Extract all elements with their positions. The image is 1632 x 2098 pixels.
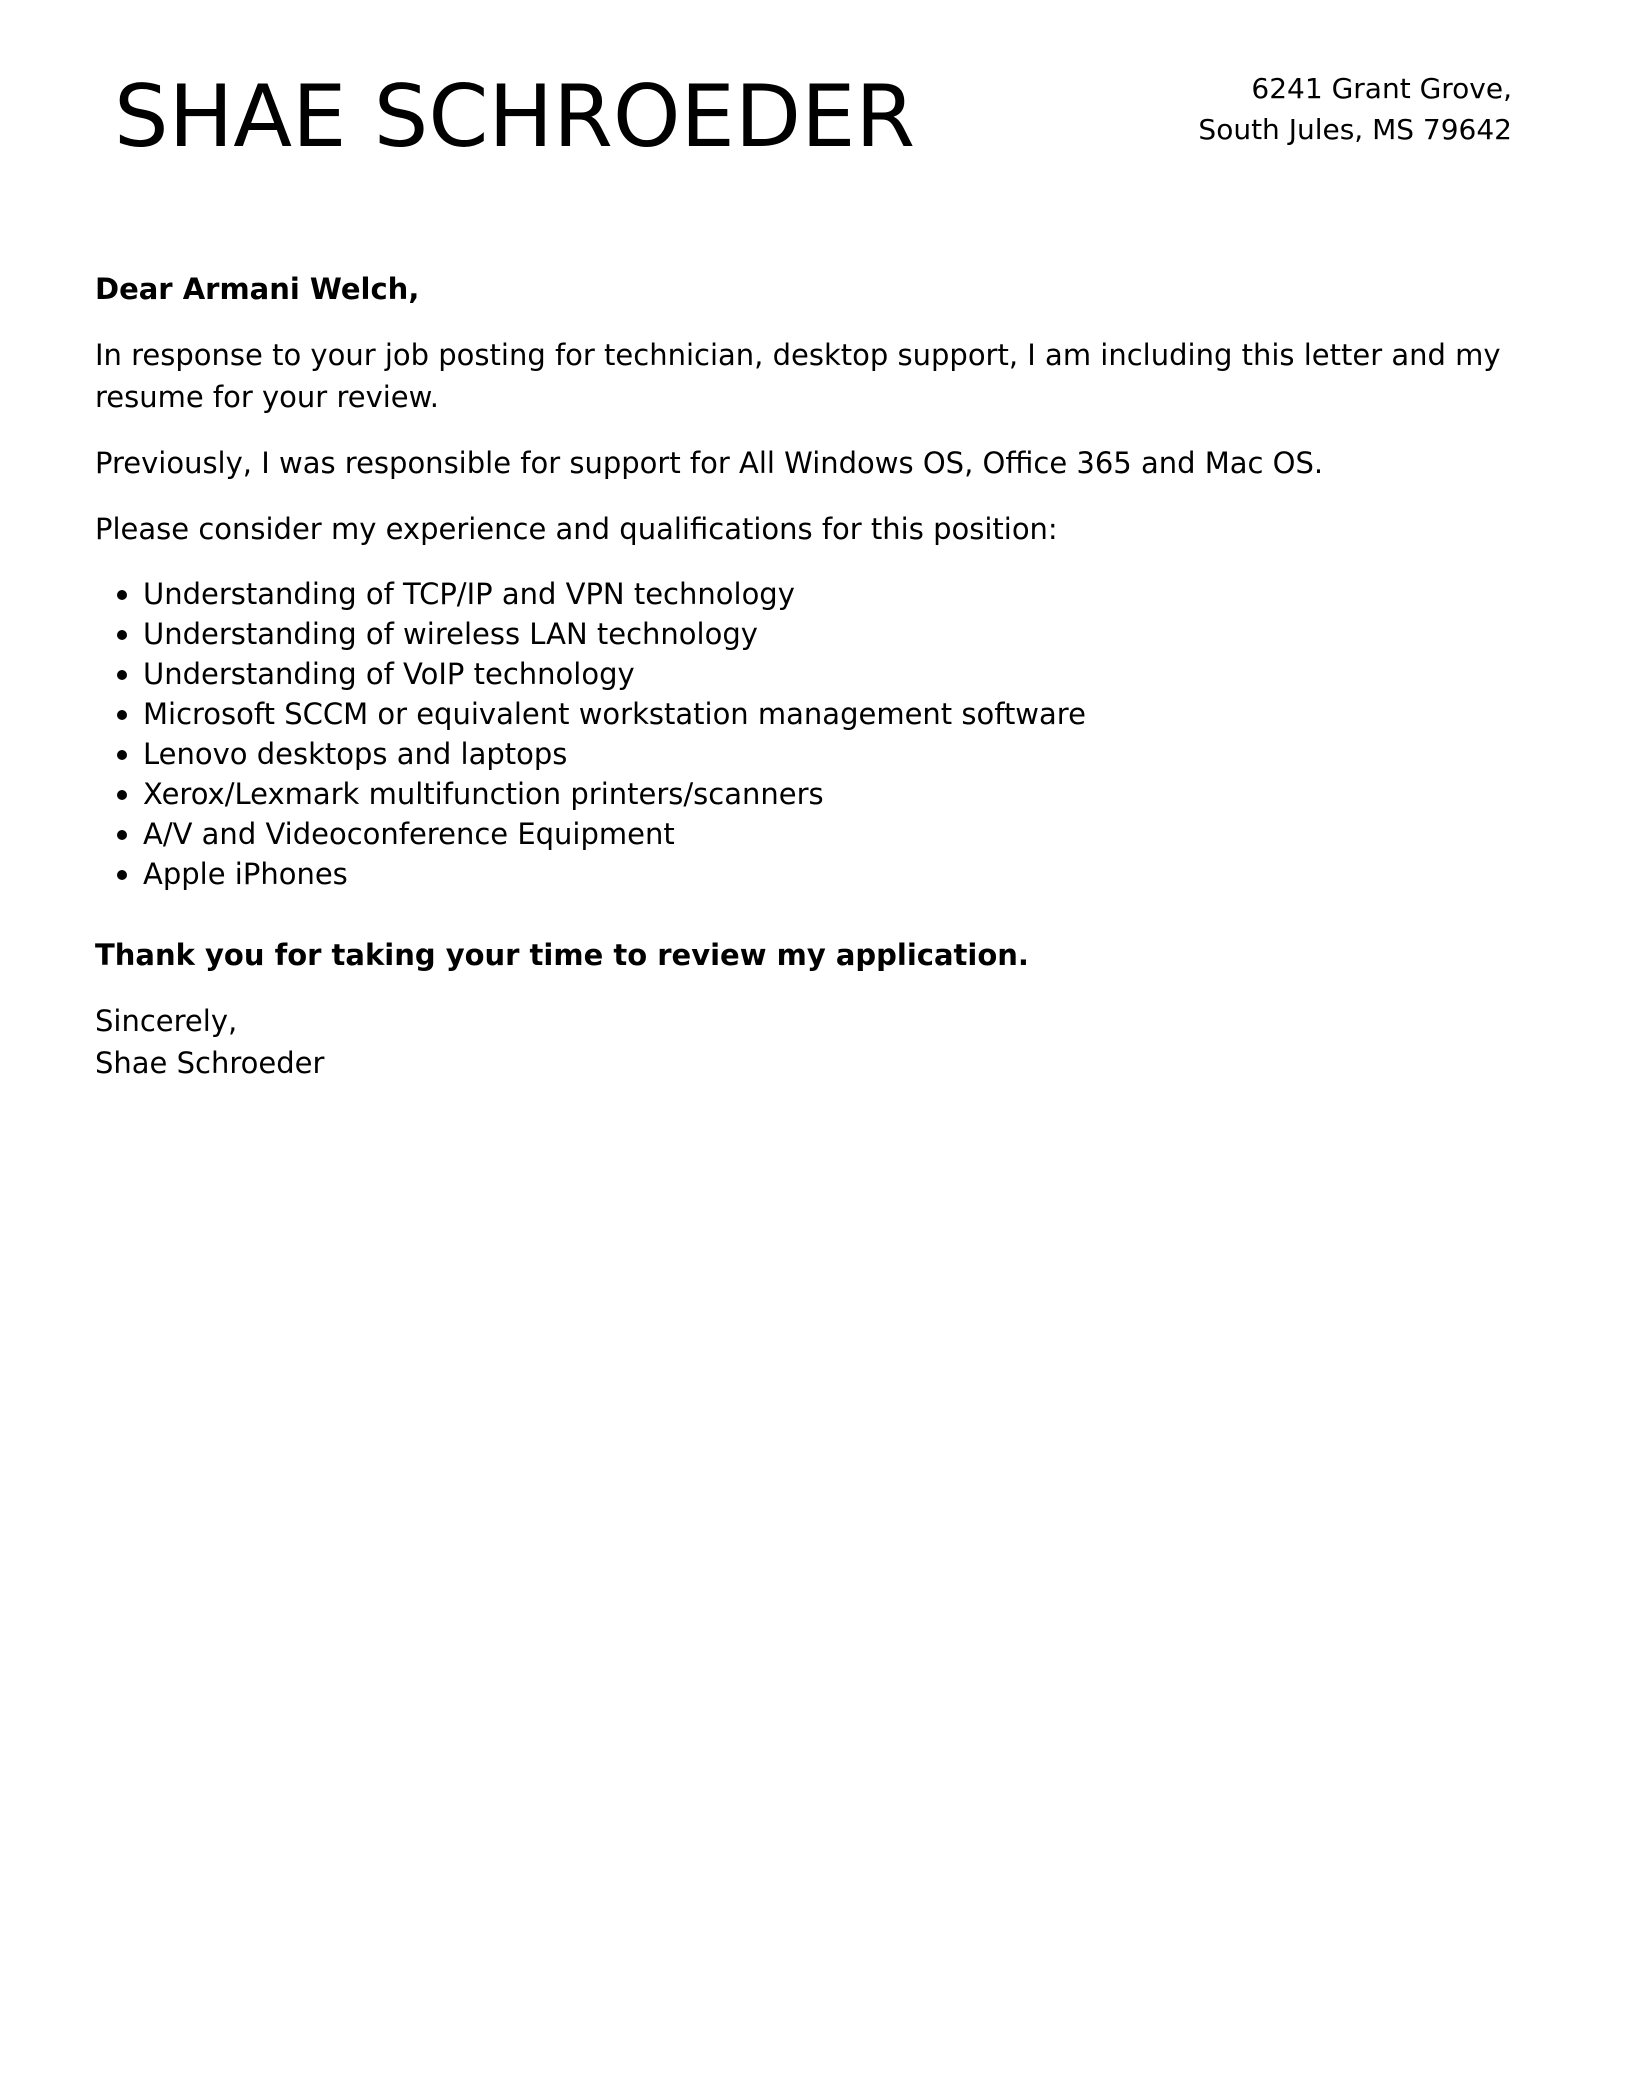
bullet-icon	[117, 790, 127, 800]
qualification-text: Lenovo desktops and laptops	[143, 737, 568, 771]
bullet-icon	[117, 590, 127, 600]
signature-name: Shae Schroeder	[95, 1046, 325, 1080]
qualification-text: A/V and Videoconference Equipment	[143, 817, 675, 851]
list-item	[95, 774, 1525, 814]
intro-paragraph: In response to your job posting for technician, desktop support, I am including this letter and my resume for your review.	[95, 338, 1501, 414]
bullet-icon	[117, 870, 127, 880]
address-line-2: South Jules, MS 79642	[1198, 113, 1512, 146]
applicant-name: SHAE SCHROEDER	[114, 67, 916, 167]
experience-paragraph: Previously, I was responsible for support for All Windows OS, Office 365 and Mac OS.	[95, 446, 1324, 480]
applicant-address	[1198, 68, 1512, 150]
qualification-text: Understanding of wireless LAN technology	[143, 617, 758, 651]
qualification-text: Understanding of VoIP technology	[143, 657, 635, 691]
qualification-text: Xerox/Lexmark multifunction printers/scanners	[143, 777, 824, 811]
bullet-icon	[117, 710, 127, 720]
list-item	[95, 574, 1525, 614]
bullet-icon	[117, 670, 127, 680]
bullet-icon	[117, 630, 127, 640]
list-item	[95, 854, 1525, 894]
address-line-1: 6241 Grant Grove,	[1251, 72, 1512, 105]
list-item	[95, 734, 1525, 774]
list-item	[95, 814, 1525, 854]
list-item	[95, 694, 1525, 734]
closing-statement: Thank you for taking your time to review my application.	[95, 938, 1029, 972]
bullet-icon	[117, 750, 127, 760]
qualifications-list	[95, 574, 1525, 894]
qualification-text: Understanding of TCP/IP and VPN technology	[143, 577, 795, 611]
list-item	[95, 654, 1525, 694]
letter-body	[95, 268, 1525, 1084]
signoff: Sincerely,	[95, 1004, 238, 1038]
signoff-block	[95, 1000, 1525, 1084]
qualification-text: Apple iPhones	[143, 857, 348, 891]
qualification-text: Microsoft SCCM or equivalent workstation management software	[143, 697, 1086, 731]
list-item	[95, 614, 1525, 654]
salutation: Dear Armani Welch,	[95, 272, 420, 306]
qualifications-intro: Please consider my experience and qualifications for this position:	[95, 512, 1058, 546]
bullet-icon	[117, 830, 127, 840]
